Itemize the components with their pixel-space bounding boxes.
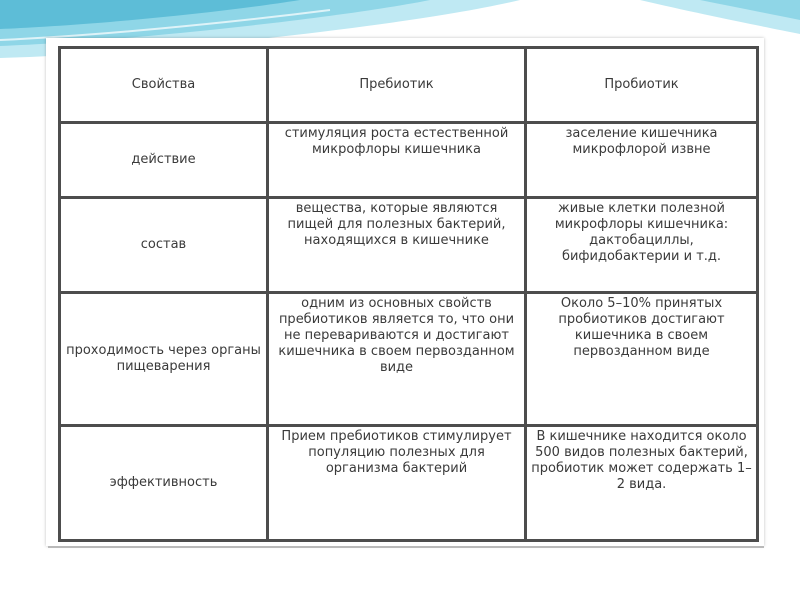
table-row	[60, 123, 758, 198]
comparison-table	[58, 46, 759, 542]
row-prebiotic: Прием пребиотиков стимулирует популяцию полезных для организма бактерий	[268, 426, 526, 541]
row-probiotic: Около 5–10% принятых пробиотиков достигают кишечника в своем первозданном виде	[526, 293, 758, 426]
row-probiotic: заселение кишечника микрофлорой извне	[526, 123, 758, 198]
row-property: проходимость через органы пищеварения	[60, 293, 268, 426]
table-row	[60, 293, 758, 426]
row-property: эффективность	[60, 426, 268, 541]
header-probiotic: Пробиотик	[526, 48, 758, 123]
row-prebiotic: стимуляция роста естественной микрофлоры кишечника	[268, 123, 526, 198]
row-probiotic: В кишечнике находится около 500 видов полезных бактерий, пробиотик может содержать 1–2 вида.	[526, 426, 758, 541]
row-prebiotic: вещества, которые являются пищей для полезных бактерий, находящихся в кишечнике	[268, 198, 526, 293]
bottom-divider	[48, 546, 764, 548]
table-header-row	[60, 48, 758, 123]
comparison-table-frame	[46, 38, 764, 546]
row-property: действие	[60, 123, 268, 198]
header-prebiotic: Пребиотик	[268, 48, 526, 123]
table-row	[60, 198, 758, 293]
row-prebiotic: одним из основных свойств пребиотиков является то, что они не перевариваются и достигают кишечника в своем первозданном виде	[268, 293, 526, 426]
row-probiotic: живые клетки полезной микрофлоры кишечника: дактобациллы, бифидобактерии и т.д.	[526, 198, 758, 293]
table-row	[60, 426, 758, 541]
row-property: состав	[60, 198, 268, 293]
header-properties: Свойства	[60, 48, 268, 123]
